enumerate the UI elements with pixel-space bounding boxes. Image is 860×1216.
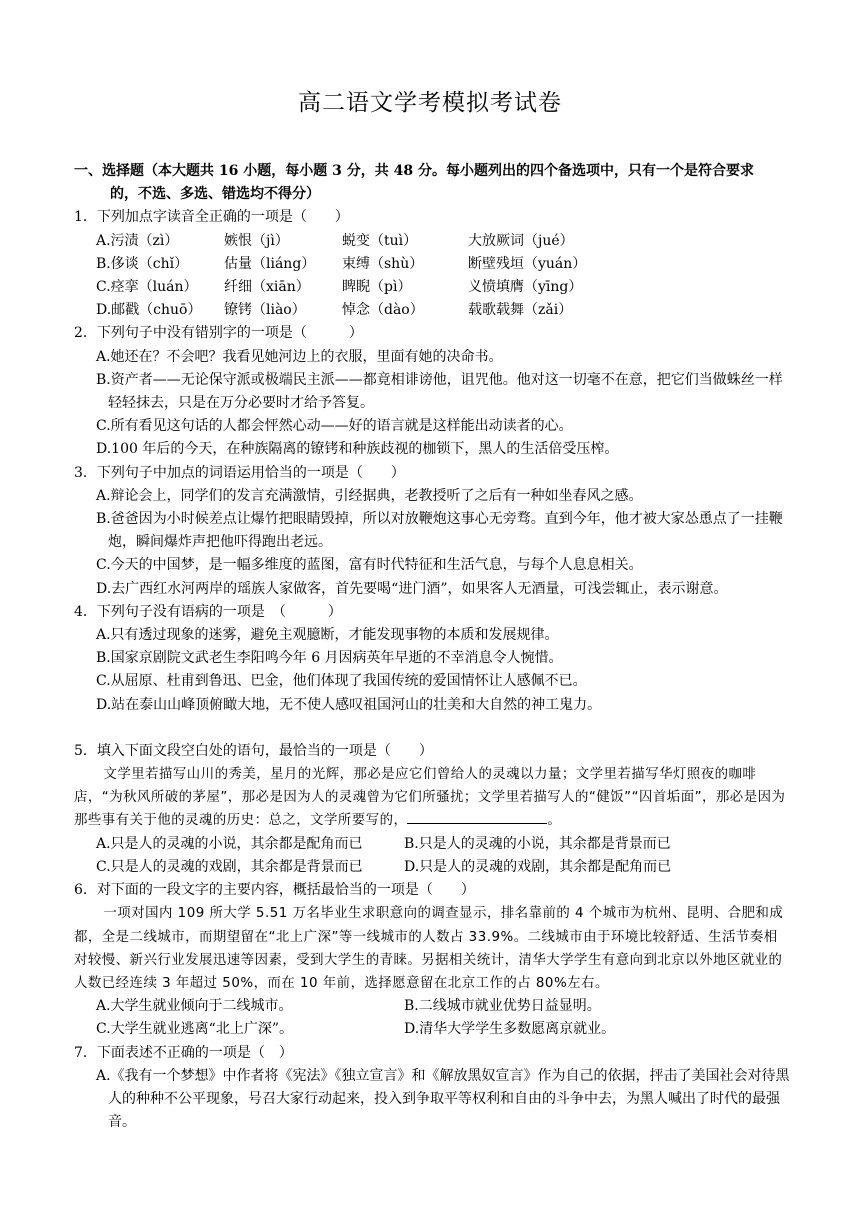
spacer [74,717,790,740]
question-stem: 6．对下面的一段文字的主要内容，概括最恰当的一项是（ ） [74,882,475,899]
option-d: D.只是人的灵魂的戏剧，其余都是配角而已 [404,858,672,875]
option-d: D.去广西红水河两岸的瑶族人家做客，首先要喝“进门酒”，如果客人无酒量，可浅尝辄止，表示谢意。 [96,580,728,597]
question-2 [74,322,790,461]
option-cell: 睥睨（pì） [342,279,412,296]
question-stem: 3．下列句子中加点的词语运用恰当的一项是（ ） [74,464,405,481]
question-stem: 5．填入下面文段空白处的语句，最恰当的一项是（ ） [74,742,433,759]
question-3 [74,462,790,601]
passage-text: 文学里若描写山川的秀美，星月的光辉，那必是应它们曾给人的灵魂以力量；文学里若描写华灯照夜的咖啡店，“为秋风所破的茅屋”，那必是因为人的灵魂曾为它们所骚扰；文学里若描写人的“健饭”“囚首垢面”，那必是因为那些事有关于他的灵魂的历史：总之，文学所要写的， [74,767,786,829]
option-a: A.大学生就业倾向于二线城市。 [96,998,293,1015]
option-cell: C.痉挛（luán） [96,279,198,296]
option-cell: 纤细（xiān） [224,279,310,296]
option-cell: A.污渍（zì） [96,232,179,249]
passage: 一项对国内 109 所大学 5.51 万名毕业生求职意向的调查显示，排名靠前的 4 个城市为杭州、昆明、合肥和成都，全是二线城市，而期望留在“北上广深”等一线城市的人数占 33.9%。二线城市由于环境比较舒适、生活节奏相对较慢、新兴行业发展迅速等因素，受到大学生的青睐。另据相关统计，清华大学学生有意向到北京以外地区就业的人数已经连续 3 年超过 50%，而在 10 年前，选择愿意留在北京工作的占 80%左右。 [74,906,784,991]
option-row-cd [74,1018,790,1041]
page-title: 高二语文学考模拟考试卷 [298,90,562,116]
option-cell: 载歌载舞（zǎi） [468,302,573,319]
option-b: B.爸爸因为小时候差点让爆竹把眼睛毁掉，所以对放鞭炮这事心无旁骛。直到今年，他才被大家怂恿点了一挂鞭炮，瞬间爆炸声把他吓得跑出老远。 [96,511,783,551]
option-a: A.《我有一个梦想》中作者将《宪法》《独立宣言》和《解放黑奴宣言》作为自己的依据，抨击了美国社会对待黑人的种种不公平现象，号召大家行动起来，投入到争取平等权利和自由的斗争中去，为黑人喊出了时代的最强音。 [96,1067,790,1131]
question-5 [74,740,790,879]
option-cell: 蜕变（tuì） [342,232,418,249]
option-d: D.清华大学学生多数愿离京就业。 [404,1021,616,1038]
answer-blank [407,809,547,824]
option-row-ab [74,995,790,1018]
option-row-c [74,276,790,299]
option-a: A.只有透过现象的迷雾，避免主观臆断，才能发现事物的本质和发展规律。 [96,627,559,644]
option-row-d [74,299,790,322]
option-cell: 嫉恨（jì） [224,232,289,249]
option-b: B.二线城市就业优势日益显明。 [404,998,601,1015]
question-7 [74,1042,790,1135]
option-c: C.只是人的灵魂的戏剧，其余都是背景而已 [96,858,363,875]
option-row-cd [74,856,790,879]
option-a: A.只是人的灵魂的小说，其余都是配角而已 [96,835,363,852]
option-cell: 大放厥词（jué） [468,232,574,249]
question-1 [74,206,790,322]
option-row-a [74,230,790,253]
option-cell: 断壁残垣（yuán） [468,255,587,272]
question-6 [74,879,790,1041]
section-heading-line2: 的，不选、多选、错选均不得分） [110,186,320,203]
option-b: B.资产者——无论保守派或极端民主派——都竟相诽谤他，诅咒他。他对这一切毫不在意，把它们当做蛛丝一样轻轻抹去，只是在万分必要时才给予答复。 [96,371,783,412]
passage-end: 。 [547,813,562,829]
question-stem: 2．下列句子中没有错别字的一项是（ ） [74,325,363,342]
option-cell: D.邮戳（chuō） [96,302,202,319]
exam-content [74,160,790,1134]
option-cell: 义愤填膺（yīng） [468,279,583,296]
option-row-b [74,253,790,276]
option-c: C.今天的中国梦，是一幅多维度的蓝图，富有时代特征和生活气息，与每个人息息相关。 [96,557,643,574]
option-cell: 镣铐（liào） [224,302,306,319]
passage [74,763,790,833]
section-heading-line1: 一、选择题（本大题共 16 小题，每小题 3 分，共 48 分。每小题列出的四个备选项中，只有一个是符合要求 [74,163,754,179]
option-cell: B.侈谈（chǐ） [96,255,189,272]
question-stem: 1．下列加点字读音全正确的一项是（ ） [74,209,349,226]
option-cell: 束缚（shù） [342,255,424,272]
option-c: C.所有看见这句话的人都会怦然心动——好的语言就是这样能出动读者的心。 [96,418,573,435]
option-row-ab [74,833,790,856]
option-b: B.只是人的灵魂的小说，其余都是背景而已 [404,835,671,852]
option-d: D.站在泰山山峰顶俯瞰大地，无不使人感叹祖国河山的壮美和大自然的神工鬼力。 [96,696,602,713]
question-4 [74,601,790,717]
question-stem: 7．下面表述不正确的一项是（ ） [74,1044,293,1061]
section-heading [74,160,790,206]
option-b: B.国家京剧院文武老生李阳鸣今年 6 月因病英年早逝的不幸消息令人惋惜。 [96,650,563,667]
option-d: D.100 年后的今天，在种族隔离的镣铐和种族歧视的枷锁下，黑人的生活倍受压榨。 [96,441,619,458]
option-cell: 悼念（dào） [342,302,424,319]
option-a: A.她还在？不会吧？我看见她河边上的衣服，里面有她的决命书。 [96,348,503,365]
option-cell: 估量（liáng） [224,255,316,272]
option-c: C.从屈原、杜甫到鲁迅、巴金，他们体现了我国传统的爱国情怀让人感佩不已。 [96,673,587,690]
option-a: A.辩论会上，同学们的发言充满激情，引经据典，老教授听了之后有一种如坐春风之感。 [96,487,643,504]
question-stem: 4．下列句子没有语病的一项是 （ ） [74,603,342,620]
option-c: C.大学生就业逃离“北上广深”。 [96,1021,293,1038]
